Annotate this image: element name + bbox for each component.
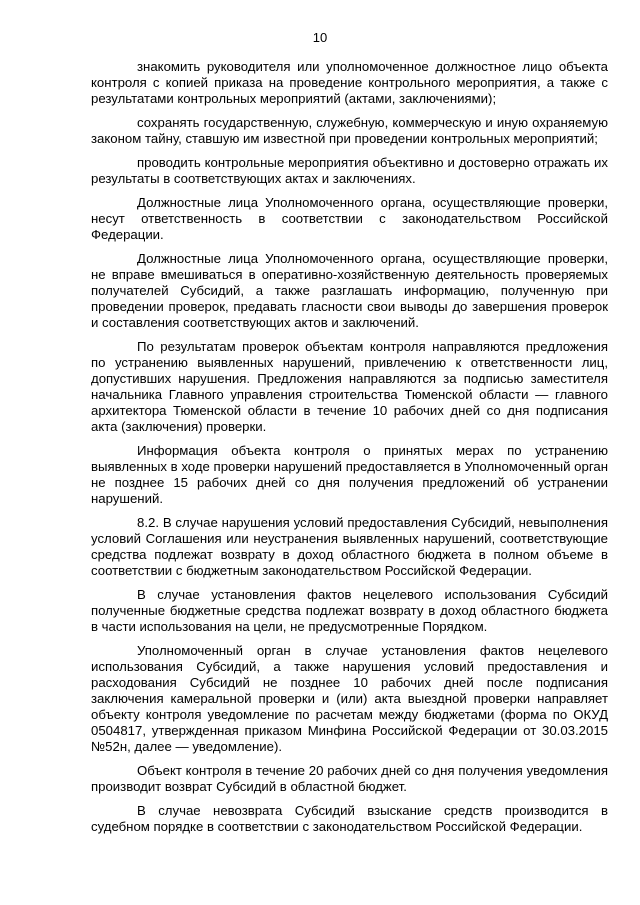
- paragraph: проводить контрольные мероприятия объективно и достоверно отражать их результаты в соответствующих актах и заключениях.: [91, 155, 608, 186]
- document-body: [91, 59, 608, 843]
- paragraph: Должностные лица Уполномоченного органа, осуществляющие проверки, не вправе вмешиваться в оперативно-хозяйственную деятельность проверяемых получателей Субсидий, а также разглашать информацию, полученную при проведении проверок, предавать гласности свои выводы до завершения проверок и составления соответствующих актов и заключений.: [91, 251, 608, 330]
- paragraph: Уполномоченный орган в случае установления фактов нецелевого использования Субсидий, а также нарушения условий предоставления и расходования Субсидий не позднее 10 рабочих дней после подписания заключения камеральной проверки и (или) акта выездной проверки направляет объекту контроля уведомление по расчетам между бюджетами (форма по ОКУД 0504817, утвержденная приказом Минфина Российской Федерации от 30.03.2015 №52н, далее — уведомление).: [91, 643, 608, 754]
- paragraph: Объект контроля в течение 20 рабочих дней со дня получения уведомления производит возврат Субсидий в областной бюджет.: [91, 763, 608, 794]
- paragraph: 8.2. В случае нарушения условий предоставления Субсидий, невыполнения условий Соглашения или неустранения выявленных нарушений, соответствующие средства подлежат возврату в доход областного бюджета в полном объеме в соответствии с бюджетным законодательством Российской Федерации.: [91, 515, 608, 578]
- paragraph: Информация объекта контроля о принятых мерах по устранению выявленных в ходе проверки нарушений предоставляется в Уполномоченный орган не позднее 15 рабочих дней со дня получения предложений об устранении нарушений.: [91, 443, 608, 506]
- paragraph: В случае установления фактов нецелевого использования Субсидий полученные бюджетные средства подлежат возврату в доход областного бюджета в части использования на цели, не предусмотренные Порядком.: [91, 587, 608, 634]
- paragraph: Должностные лица Уполномоченного органа, осуществляющие проверки, несут ответственность в соответствии с законодательством Российской Федерации.: [91, 195, 608, 242]
- paragraph: сохранять государственную, служебную, коммерческую и иную охраняемую законом тайну, ставшую им известной при проведении контрольных мероприятий;: [91, 115, 608, 146]
- paragraph: В случае невозврата Субсидий взыскание средств производится в судебном порядке в соответствии с законодательством Российской Федерации.: [91, 803, 608, 834]
- paragraph: знакомить руководителя или уполномоченное должностное лицо объекта контроля с копией приказа на проведение контрольного мероприятия, а также с результатами контрольных мероприятий (актами, заключениями);: [91, 59, 608, 106]
- paragraph: По результатам проверок объектам контроля направляются предложения по устранению выявленных нарушений, привлечению к ответственности лиц, допустивших нарушения. Предложения направляются за подписью заместителя начальника Главного управления строительства Тюменской области — главного архитектора Тюменской области в течение 10 рабочих дней со дня подписания акта (заключения) проверки.: [91, 339, 608, 434]
- page-number: 10: [312, 30, 328, 45]
